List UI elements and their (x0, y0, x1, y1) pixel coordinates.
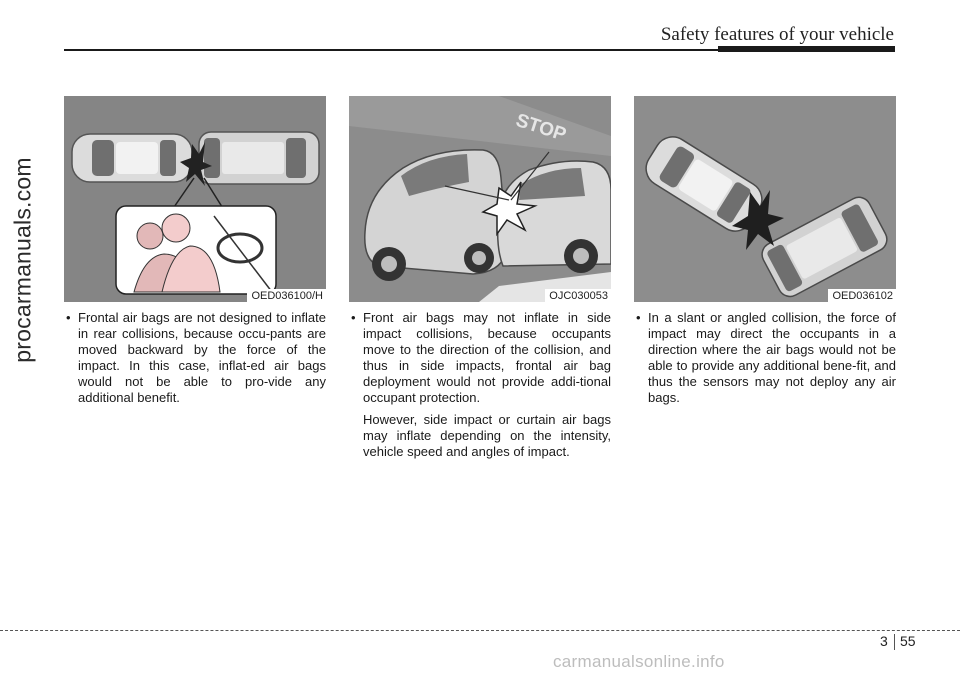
side-watermark-text: procarmanuals.com (9, 157, 36, 363)
side-collision-illustration (349, 96, 611, 302)
rear-car-topview (199, 132, 319, 184)
text-column-side-collision (349, 310, 611, 460)
bullet-rear-collision: • Frontal air bags are not designed to inflate in rear collisions, because occu-pants are moved backward by the force of the impact. In this case, inflat-ed air bags would not be able to pro-vide any additional benefit. (64, 310, 326, 406)
page-number-divider (894, 634, 895, 650)
page-header-title: Safety features of your vehicle (660, 24, 894, 45)
figure-angled-collision (634, 96, 896, 302)
paragraph-side-curtain-airbags: However, side impact or curtain air bags may inflate depending on the intensity, vehicle speed and angles of impact. (363, 412, 611, 459)
figure-side-collision (349, 96, 611, 302)
figure-code: OED036102 (828, 289, 896, 302)
header-tab-bar (718, 46, 895, 52)
rear-collision-illustration (64, 96, 326, 302)
bullet-side-collision: • Front air bags may not inflate in side impact collisions, because occupants move to the direction of the collision, and thus in side impacts, frontal air bag deployment would not provide addi-tional occupant protection. (349, 310, 611, 406)
figure-rear-collision (64, 96, 326, 302)
road-marking-text: STOP (513, 109, 569, 146)
text-column-angled-collision (634, 310, 896, 406)
figure-code: OJC030053 (545, 289, 611, 302)
front-car-topview (72, 134, 192, 182)
chapter-number: 3 (880, 633, 888, 649)
side-watermark (3, 130, 43, 390)
bullet-angled-collision: • In a slant or angled collision, the force of impact may direct the occupants in a direction where the air bags would not be able to provide any additional bene-fit, and thus the sensors may not deploy any air bags. (634, 310, 896, 406)
page-number: 55 (900, 633, 916, 649)
bottom-watermark: carmanualsonline.info (553, 652, 725, 671)
footer-dashed-rule (0, 630, 960, 631)
figure-code: OED036100/H (247, 289, 326, 302)
text-column-rear-collision (64, 310, 326, 406)
angled-collision-illustration (634, 96, 896, 302)
